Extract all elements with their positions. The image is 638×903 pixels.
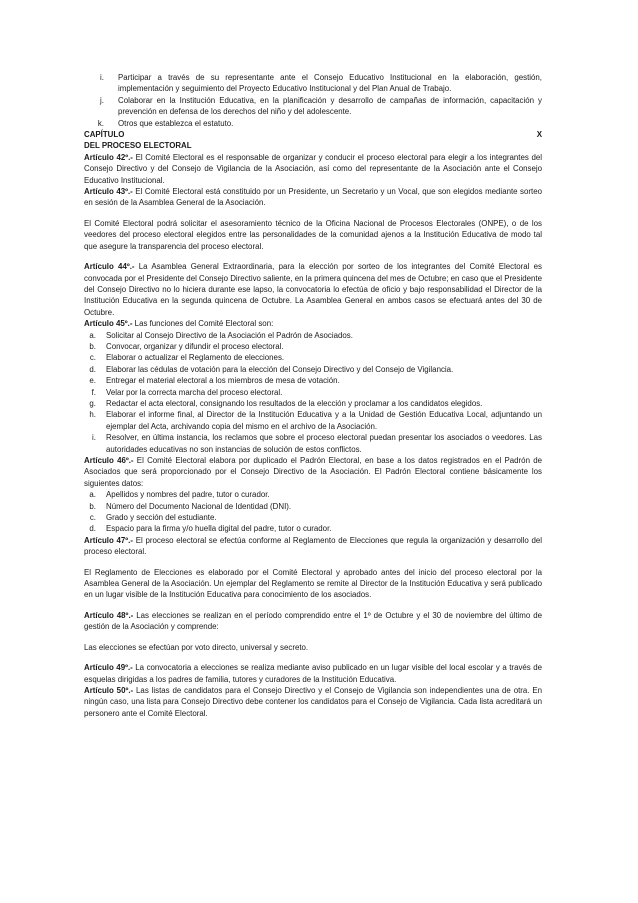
article-label: Artículo 44º.- bbox=[84, 262, 135, 272]
article-46-list bbox=[84, 489, 542, 535]
functions-list-continued bbox=[84, 72, 542, 129]
list-item-text: Apellidos y nombres del padre, tutor o curador. bbox=[106, 490, 270, 500]
list-marker: i. bbox=[92, 433, 96, 443]
article-43 bbox=[84, 186, 542, 209]
list-marker: k. bbox=[97, 118, 104, 128]
list-marker: c. bbox=[89, 513, 96, 523]
list-marker: b. bbox=[89, 341, 96, 351]
list-marker: b. bbox=[89, 501, 96, 511]
article-text: Las funciones del Comité Electoral son: bbox=[132, 319, 274, 329]
list-item-text: Número del Documento Nacional de Identidad (DNI). bbox=[106, 501, 292, 511]
list-item-text: Redactar el acta electoral, consignando los resultados de la elección y proclamar a los candidatos elegidos. bbox=[106, 398, 483, 408]
article-label: Artículo 49º.- bbox=[84, 663, 133, 673]
list-item bbox=[84, 387, 542, 398]
list-item-text: Colaborar en la Institución Educativa, en la planificación y desarrollo de campañas de información, capacitación y prevención en defensa de los derechos del niño y del adolescente. bbox=[118, 95, 542, 117]
list-marker: d. bbox=[89, 364, 96, 374]
list-item-text: Elaborar el informe final, al Director de la Institución Educativa y a la Unidad de Gestión Educativa Local, adjuntando un ejemplar del Acta, archivando copia del mismo en el archivo de la Asociación. bbox=[106, 410, 542, 431]
paragraph-onpe: El Comité Electoral podrá solicitar el asesoramiento técnico de la Oficina Nacional de Procesos Electorales (ONPE), o de los veedores del proceso electoral elegidos entre las personalidades de la comunidad ajenos a la Institución Educativa de modo tal que asegure la transparencia del proceso electoral. bbox=[84, 218, 542, 251]
list-item bbox=[84, 398, 542, 409]
article-label: Artículo 48º.- bbox=[84, 610, 134, 620]
article-42 bbox=[84, 152, 542, 186]
article-label: Artículo 43º.- bbox=[84, 187, 133, 197]
article-text: El Comité Electoral está constituido por un Presidente, un Secretario y un Vocal, que son elegidos mediante sorteo en sesión de la Asamblea General de la Asociación. bbox=[84, 187, 542, 208]
list-item bbox=[84, 72, 542, 95]
article-44 bbox=[84, 261, 542, 318]
list-item-text: Velar por la correcta marcha del proceso electoral. bbox=[106, 387, 283, 397]
article-46 bbox=[84, 455, 542, 489]
list-item bbox=[84, 95, 542, 118]
list-item bbox=[84, 375, 542, 386]
list-marker: i. bbox=[100, 73, 104, 82]
list-item-text: Entregar el material electoral a los miembros de mesa de votación. bbox=[106, 376, 340, 386]
list-item-text: Solicitar al Consejo Directivo de la Asociación el Padrón de Asociados. bbox=[106, 330, 353, 340]
article-text: Las elecciones se realizan en el período comprendido entre el 1º de Octubre y el 30 de noviembre del último de gestión de la Asociación y comprende: bbox=[84, 610, 542, 632]
list-item-text: Espacio para la firma y/o huella digital del padre, tutor o curador. bbox=[106, 524, 332, 534]
article-45-list bbox=[84, 330, 542, 455]
list-marker: j. bbox=[100, 95, 104, 105]
list-item-text: Participar a través de su representante ante el Consejo Educativo Institucional en la elaboración, gestión, implementación y seguimiento del Proyecto Educativo Institucional y del Plan Anual de Trabajo. bbox=[118, 73, 542, 94]
article-49 bbox=[84, 662, 542, 685]
list-item bbox=[84, 118, 542, 129]
list-item bbox=[84, 409, 542, 432]
list-item bbox=[84, 432, 542, 455]
list-item bbox=[84, 512, 542, 523]
article-label: Artículo 42º.- bbox=[84, 152, 133, 162]
article-text: La convocatoria a elecciones se realiza mediante aviso publicado en un lugar visible del local escolar y a través de esquelas dirigidas a los padres de familia, tutores y curadores de la Institución Educativa. bbox=[84, 663, 543, 684]
list-marker: h. bbox=[89, 410, 96, 420]
article-text: El proceso electoral se efectúa conforme al Reglamento de Elecciones que regula la organización y desarrollo del proceso electoral. bbox=[84, 535, 542, 557]
article-label: Artículo 45º.- bbox=[84, 319, 133, 329]
chapter-number: X bbox=[536, 130, 542, 140]
list-item-text: Resolver, en última instancia, los reclamos que sobre el proceso electoral puedan presentar los asociados o veedores. Las autoridades educativas no son instancias de solución de estos conflictos. bbox=[106, 433, 542, 454]
document-page bbox=[84, 72, 542, 719]
list-item bbox=[84, 501, 542, 512]
list-item-text: Elaborar las cédulas de votación para la elección del Consejo Directivo y del Consejo de Vigilancia. bbox=[106, 364, 454, 374]
article-48 bbox=[84, 610, 542, 633]
article-label: Artículo 47º.- bbox=[84, 535, 134, 545]
article-text: El Comité Electoral elabora por duplicado el Padrón Electoral, en base a los datos registrados en el Padrón de Asociados que será proporcionado por el Consejo Directivo de la Asociación. El Padrón Electoral contiene básicamente los siguientes datos: bbox=[84, 456, 542, 488]
chapter-title: DEL PROCESO ELECTORAL bbox=[84, 141, 192, 151]
article-text: El Comité Electoral es el responsable de organizar y conducir el proceso electoral para elegir a los integrantes del Consejo Directivo y del Consejo de Vigilancia de la Asociación, así como del representante de la Asociación ante el Consejo Educativo Institucional. bbox=[84, 152, 542, 185]
list-item-text: Convocar, organizar y difundir el proceso electoral. bbox=[106, 341, 284, 351]
list-item bbox=[84, 352, 542, 363]
article-50 bbox=[84, 685, 542, 719]
article-45 bbox=[84, 318, 542, 329]
list-marker: e. bbox=[89, 376, 96, 386]
article-text: Las listas de candidatos para el Consejo Directivo y el Consejo de Vigilancia son independientes una de otra. En ningún caso, una lista para Consejo Directivo debe contener los candidatos para el Consejo de Vigilancia. Cada lista acreditará un personero ante el Comité Electoral. bbox=[84, 685, 543, 718]
list-marker: f. bbox=[91, 387, 96, 397]
list-marker: d. bbox=[89, 524, 96, 534]
article-label: Artículo 50º.- bbox=[84, 685, 134, 695]
article-47 bbox=[84, 535, 542, 558]
list-item-text: Elaborar o actualizar el Reglamento de elecciones. bbox=[106, 353, 285, 363]
chapter-heading bbox=[84, 129, 542, 140]
list-item bbox=[84, 330, 542, 341]
article-label: Artículo 46º.- bbox=[84, 456, 134, 465]
list-item bbox=[84, 341, 542, 352]
list-marker: a. bbox=[89, 490, 96, 500]
list-item-text: Otros que establezca el estatuto. bbox=[118, 118, 234, 128]
article-text: La Asamblea General Extraordinaria, para la elección por sorteo de los integrantes del Comité Electoral es convocada por el Presidente del Consejo Directivo saliente, en la primera quincena del mes de Octubre; en caso que el Presidente del Consejo Directivo no lo hiciera durante ese lapso, la convocatoria lo efectúa de oficio y bajo responsabilidad el Director de la Institución Educativa en la segunda quincena de Octubre. La Asamblea General en ambos casos se efectuará antes del 30 de Octubre. bbox=[84, 262, 542, 317]
list-item bbox=[84, 364, 542, 375]
list-item bbox=[84, 523, 542, 534]
chapter-label: CAPÍTULO bbox=[84, 130, 125, 140]
list-item bbox=[84, 489, 542, 500]
list-item-text: Grado y sección del estudiante. bbox=[106, 513, 217, 523]
list-marker: c. bbox=[89, 353, 96, 363]
list-marker: g. bbox=[89, 398, 96, 408]
paragraph-reglamento: El Reglamento de Elecciones es elaborado por el Comité Electoral y aprobado antes del inicio del proceso electoral por la Asamblea General de la Asociación. Un ejemplar del Reglamento se remite al Director de la Institución Educativa y será publicado en un lugar visible de la Institución Educativa para conocimiento de los asociados. bbox=[84, 567, 542, 600]
paragraph-voto: Las elecciones se efectúan por voto directo, universal y secreto. bbox=[84, 642, 309, 652]
list-marker: a. bbox=[89, 330, 96, 340]
